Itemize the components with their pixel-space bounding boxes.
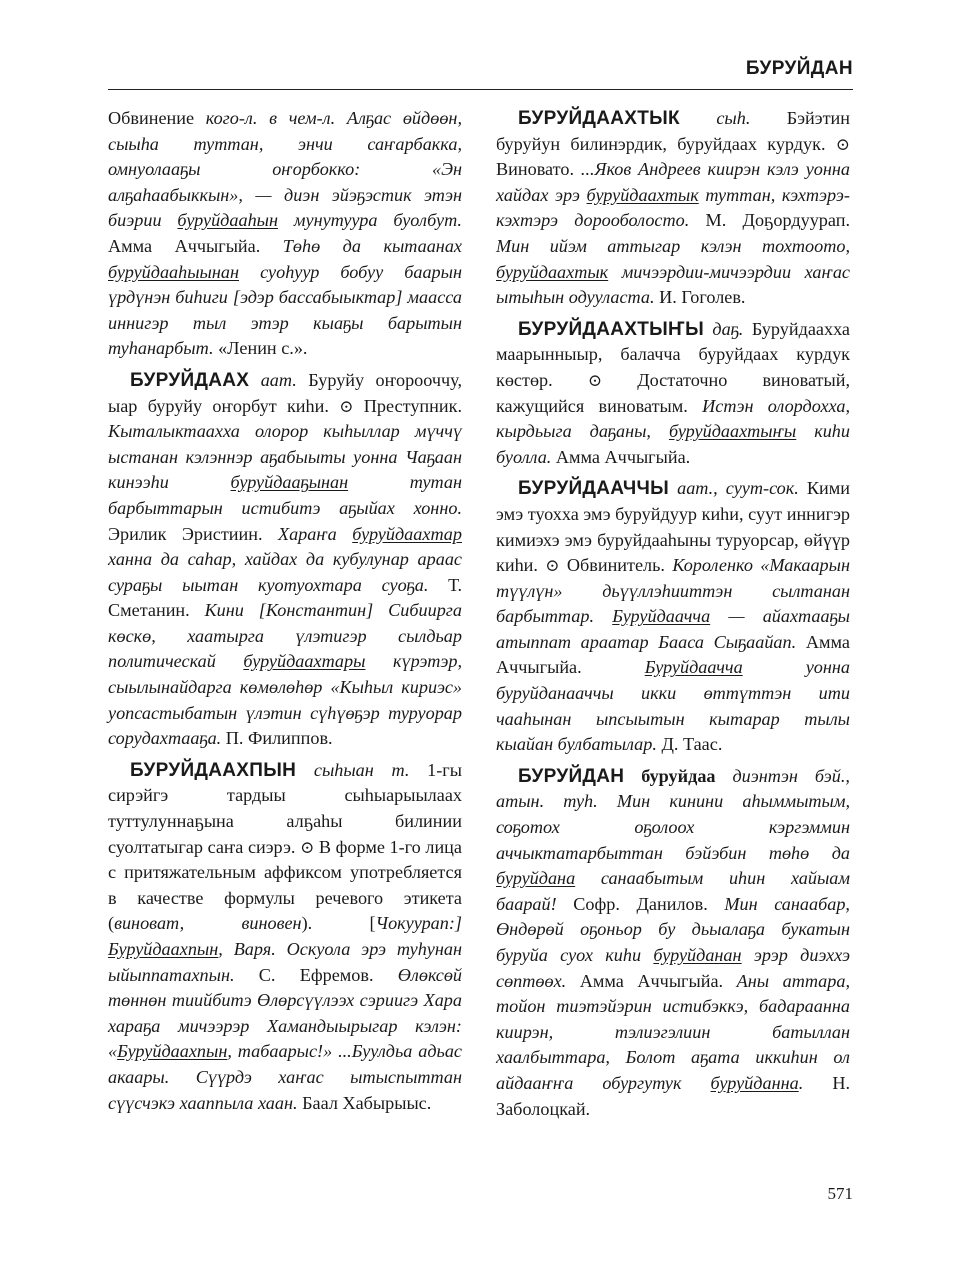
example: уонна буруйданааччы икки өттүттэн ити чааһынан ыпсыытын кытарар тылы кыайан булбатылар. [496,657,851,755]
headword: БУРУЙДААХПЫН [130,759,297,781]
entry-continuation [108,106,462,362]
source: Д. Таас. [661,734,723,755]
part-of-speech: сыһыан т. [296,759,410,780]
running-head: БУРУЙДАН [745,58,853,79]
example: туттан, кэхтэрэ-кэхтэрэ дорооболосто. [496,184,850,231]
text: ). [ [301,913,376,934]
definition: Бэйэтин буруйун билинэрдик, буруйдаах курдук. [496,108,850,154]
example: Аны аттара, тойон тиэтэйэрин истибэккэ, бадараанна киирэн, тэлиэгэлиин батыллан хаалбыттара, Болот аҕата иккиһин ол айдааҥҥа обургутук [496,970,851,1093]
example: ханна да саһар, хайдах да кубулунар араас сураҕы ыытан куотуохтара суоҕа. [108,549,462,595]
definition: Кими эмэ туохха эмэ буруйдуур киһи, суут иннигэр кимиэхэ эмэ буруйдааһыны туруорсар, өйүүр киһи. [496,478,850,576]
example: Чокуурап:] [375,913,462,934]
page-number: 571 [827,1184,853,1203]
translation: Обвинитель. [559,555,673,576]
part-of-speech: даҕ. [703,318,744,339]
example: суоһуур бобуу баарын үрдүнэн биһиги [эдэр бассабыыктар] маасса иннигэр тыл этэр кыаҕы барытын туһанарбыт. [108,261,462,359]
example-keyword: буруйдаахтыҥы [668,421,797,442]
translation: Достаточно виноватый, кажущийся виноватым. [496,369,850,416]
translation: Виновато. [496,159,581,180]
example: күрэтэр, сыылынайдарга көмөлөһөр «Кыһыл кириэс» уопсастыбатын үлэтин сүһүөҕэр туруорар сорудахтааҕа. [108,651,462,749]
example: — айахтааҕы атыппат араатар Бааса Сыҕаайап. [496,606,851,652]
example-keyword: буруйдаахтык [496,261,609,282]
translation-marker-icon: ⊙ [300,837,315,857]
example-keyword: буруйдааһыынан [108,261,240,282]
left-column [108,106,462,1122]
source: «Ленин с.». [218,338,308,359]
example: Төһө да кытаанах [282,235,462,256]
example: санаабытым иһин хайыам баарай! [496,868,850,914]
example: мунутуура буолбут. [278,210,462,231]
entry-buruidan [496,764,850,1122]
example: Мин кинини аһыммытым, соҕотох оҕолоох кэргэммин аччыктатарбыттан бэйэбин төһө да [496,791,850,863]
source: П. Филиппов. [225,728,333,749]
source: Эрилик Эристиин. [108,523,278,544]
example-keyword: Буруйдаахпын [117,1041,228,1062]
example: киһи буолла. [496,421,850,467]
headword-reference: буруйдаа [624,765,716,786]
example: Мин ийэм аттыгар кэлэн тохтоото, [496,235,850,256]
example-keyword: буруйдана [496,868,576,889]
example: мичээрдии-мичээрдии хаҥас ытыһын одууласта. [496,261,850,308]
example: Кини [Константин] Сибиирга көскө, хаатырга үлэтигэр сылдьар политическай [108,600,462,672]
source: Софр. Данилов. [573,893,725,914]
source: Т. Сметанин. [108,574,462,621]
headword: БУРУЙДААЧЧЫ [518,478,670,500]
translation-marker-icon: ⊙ [835,134,850,154]
headword: БУРУЙДААХТЫК [518,108,680,129]
example-keyword: Буруйдаахпын [108,939,219,959]
entry-buruidaakh [108,368,462,752]
example-keyword: буруйдааһын [177,210,279,231]
example-keyword: буруйдаахтык [586,184,699,205]
page-header [108,54,853,90]
translation-marker-icon: ⊙ [545,556,560,576]
example: эрэр диэххэ сөптөөх. [496,945,851,991]
example-keyword: буруйданан [653,945,742,965]
example: Короленко «Макаарын түүлүн» дьүүллэһииттэн сылтанан барбыттар. [496,555,850,627]
source: Амма Аччыгыйа. [496,631,850,678]
example: Истэн олордохха, кырдьыга даҕаны, [496,395,850,442]
entry-buruidaakhtyk [496,106,850,311]
example: , Варя. Оскуола эрэ туһунан ыйыппатахпын. [108,939,462,985]
part-of-speech: диэнтэн бэй., атын. туһ. [496,765,850,812]
example-keyword: Буруйдаачча [644,657,743,678]
translation-marker-icon: ⊙ [339,396,354,416]
definition: Буруйдаахха маарынныыр, балачча буруйдаах курдук көстөр. [496,318,850,390]
translation-gloss: виноват, виновен [114,913,302,934]
source: Баал Хабырыыс. [302,1092,432,1113]
example: Кыталыктаахха олорор кыһыллар мүччү ыстанан кэлэннэр аҕабыыты уонна Чаҕаан кинээһи [108,421,462,493]
source: И. Гоголев. [659,287,746,308]
example-keyword: Буруйдаачча [612,606,711,627]
definition: Буруйу оҥорооччу, ыар буруйу оҥорбут киһи. [108,369,462,416]
part-of-speech: аат., суут-сок. [669,478,799,499]
source: Н. Заболоцкай. [496,1072,850,1119]
translation-marker-icon: ⊙ [587,370,603,390]
example: тутан барбыттарын истибитэ аҕыйах хонно. [108,472,462,518]
part-of-speech: аат. [249,369,297,390]
entry-buruidaakhtyngy [496,317,850,471]
entry-buruidaachchy [496,476,850,758]
headword: БУРУЙДААХТЫҤЫ [518,318,704,340]
example-keyword: буруйдаахтар [352,523,462,544]
translation: Преступник. [353,395,462,416]
text: Обвинение [108,108,206,128]
example-keyword: буруйдаахтары [243,651,366,672]
example: . [798,1072,833,1093]
example: кого-л. в чем-л. Алҕас өйдөөн, сыыһа туттан, энчи саҥарбакка, омнуолааҕы оҥорбокко: «Эн алҕаһаабыккын», — диэн эйэҕэстик этэн биэрии [108,108,462,231]
source: С. Ефремов. [258,964,398,985]
headword: БУРУЙДААХ [130,369,250,391]
translation: В форме 1-го лица с притяжательным аффиксом употребляется в качестве формулы речевого этикета ( [108,836,462,934]
source: Амма Аччыгыйа. [579,970,737,991]
example-keyword: буруйдааҕынан [230,472,349,493]
example-keyword: буруйданна [710,1072,799,1093]
source: Амма Аччыгыйа. [555,446,691,467]
part-of-speech: сыһ. [679,108,751,128]
source: М. Доҕордуурап. [705,210,851,231]
headword: БУРУЙДАН [518,765,625,787]
example: ...Яков Андреев киирэн кэлэ уонна хайдах эрэ [496,159,850,205]
example: Өлөксөй төннөн тиийбитэ Өлөрсүүлээх сэриигэ Хара хараҕа мичээрэр Хамандыырыгар кэлэн: « [108,964,463,1062]
right-column [496,106,850,1128]
example: Мин санаабар, Өндөрөй оҕоньор бу дьыалаҕа букатын буруйа суох киһи [496,893,850,965]
definition: 1-гы сирэйгэ тардыы сыһыарыылаах туттулуннаҕына алҕаһы билинии суолтатыгар саҥа сиэрэ. [108,759,462,857]
example: Хараҥа [277,523,353,544]
example: , табаарыс!» ...Буулдьа адьас акаары. Сүүрдэ хаҥас ытыспыттан сүүсчэкэ хааппыла хаан. [108,1041,462,1113]
source: Амма Аччыгыйа. [108,235,283,256]
entry-buruidaakhpyn [108,758,462,1116]
